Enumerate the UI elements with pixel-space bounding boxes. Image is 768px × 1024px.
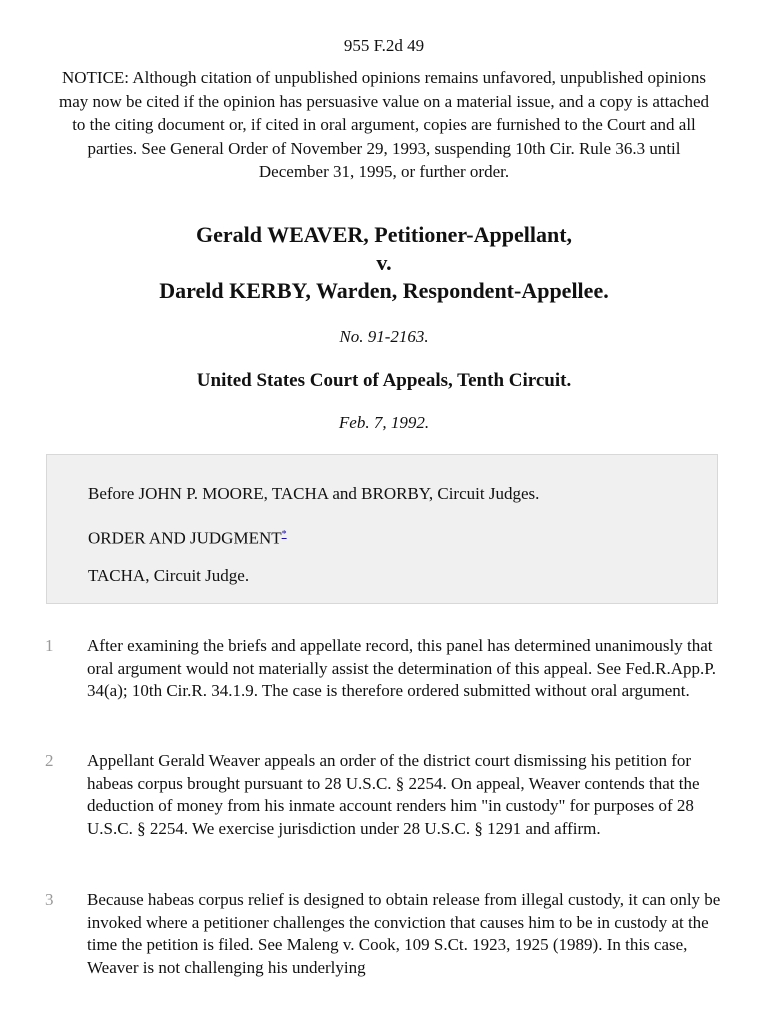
footnote-link[interactable]: *	[281, 529, 287, 540]
paragraph-number: 3	[45, 890, 54, 909]
paragraph-number: 2	[45, 751, 54, 770]
petitioner-name: Gerald WEAVER, Petitioner-Appellant,	[195, 222, 573, 247]
authoring-judge: TACHA, Circuit Judge.	[88, 566, 250, 585]
panel-judges: Before JOHN P. MOORE, TACHA and BRORBY, Circuit Judges.	[88, 484, 540, 503]
opinion-header-box	[46, 454, 718, 604]
paragraph-text: Appellant Gerald Weaver appeals an order of the district court dismissing his petition for habeas corpus brought pursuant to 28 U.S.C. § 2254. On appeal, Weaver contends that the deduction of money from his inmate account renders him "in custody" for purposes of 28 U.S.C. § 2254. We exercise jurisdiction under 28 U.S.C. § 1291 and affirm.	[87, 751, 700, 838]
docket-number: No. 91-2163.	[339, 327, 429, 346]
citation: 955 F.2d 49	[343, 36, 425, 55]
decision-date: Feb. 7, 1992.	[338, 413, 430, 432]
unpublished-notice: NOTICE: Although citation of unpublished opinions remains unfavored, unpublished opinions may now be cited if the opinion has persuasive value on a material issue, and a copy is attached to the citing document or, if cited in oral argument, copies are furnished to the Court and all parties. See General Order of November 29, 1993, suspending 10th Cir. Rule 36.3 until December 31, 1995, or further order.	[58, 68, 710, 182]
paragraph-number: 1	[45, 636, 54, 655]
paragraph-text: After examining the briefs and appellate record, this panel has determined unanimously that oral argument would not materially assist the determination of this appeal. See Fed.R.App.P. 34(a); 10th Cir.R. 34.1.9. The case is therefore ordered submitted without oral argument.	[87, 636, 717, 701]
paragraph-text: Because habeas corpus relief is designed to obtain release from illegal custody, it can only be invoked where a petitioner challenges the conviction that causes him to be in custody at the time the petition is filed. See Maleng v. Cook, 109 S.Ct. 1923, 1925 (1989). In this case, Weaver is not challenging his underlying	[87, 890, 721, 977]
order-title-line	[88, 524, 287, 550]
versus: v.	[376, 250, 392, 275]
respondent-name: Dareld KERBY, Warden, Respondent-Appellee.	[159, 278, 609, 303]
case-caption	[0, 221, 768, 305]
court-name: United States Court of Appeals, Tenth Circuit.	[196, 370, 572, 391]
order-title: ORDER AND JUDGMENT	[88, 528, 282, 548]
